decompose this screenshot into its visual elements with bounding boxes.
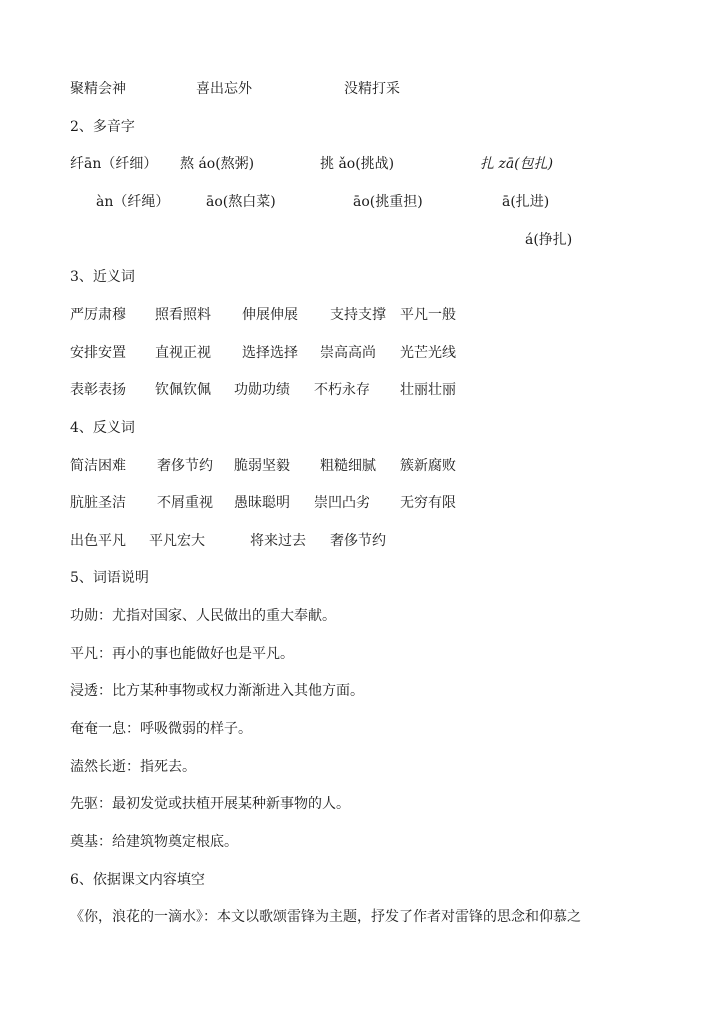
- polyphone-7: āo(挑重担): [353, 194, 423, 210]
- polyphone-2: 熬 áo(熬粥): [180, 156, 255, 172]
- synonym-3-3: 功勋功绩: [234, 382, 290, 398]
- antonym-1-1: 简洁困难: [70, 458, 126, 474]
- synonym-1-4: 支持支撑: [330, 307, 386, 323]
- synonym-2-1: 安排安置: [70, 345, 126, 361]
- section-6-heading: 6、依据课文内容填空: [70, 872, 205, 888]
- antonym-3-2: 平凡宏大: [149, 533, 205, 549]
- antonym-1-3: 脆弱坚毅: [234, 458, 290, 474]
- synonym-3-1: 表彰表扬: [70, 382, 126, 398]
- polyphone-1: 纤ān（纤细）: [70, 156, 158, 172]
- synonym-2-4: 崇高高尚: [320, 345, 376, 361]
- synonym-1-5: 平凡一般: [400, 307, 456, 323]
- polyphone-3: 挑 ǎo(挑战): [320, 156, 395, 172]
- synonym-1-2: 照看照料: [155, 307, 211, 323]
- definition-item: 奠基：给建筑物奠定根底。: [70, 834, 238, 850]
- fill-in-text: 《你，浪花的一滴水》：本文以歌颂雷锋为主题，抒发了作者对雷锋的思念和仰慕之: [70, 909, 581, 925]
- antonym-2-1: 肮脏圣洁: [70, 495, 126, 511]
- synonym-3-2: 钦佩钦佩: [155, 382, 211, 398]
- antonym-2-2: 不屑重视: [157, 495, 213, 511]
- synonym-1-3: 伸展伸展: [242, 307, 298, 323]
- antonym-2-3: 愚昧聪明: [234, 495, 290, 511]
- section-3-heading: 3、近义词: [70, 269, 135, 285]
- synonym-3-4: 不朽永存: [314, 382, 370, 398]
- antonym-3-1: 出色平凡: [70, 533, 126, 549]
- section-2-heading: 2、多音字: [70, 119, 135, 135]
- polyphone-9: á(挣扎): [525, 232, 573, 248]
- polyphone-6: āo(熬白菜): [206, 194, 276, 210]
- synonym-2-3: 选择选择: [242, 345, 298, 361]
- synonym-3-5: 壮丽壮丽: [400, 382, 456, 398]
- polyphone-8: ā(扎进): [502, 194, 550, 210]
- antonym-3-3: 将来过去: [250, 533, 306, 549]
- definition-item: 先驱：最初发觉或扶植开展某种新事物的人。: [70, 796, 350, 812]
- idiom-2: 喜出忘外: [196, 81, 252, 97]
- section-4-heading: 4、反义词: [70, 420, 135, 436]
- section-5-heading: 5、词语说明: [70, 570, 149, 586]
- definition-item: 平凡：再小的事也能做好也是平凡。: [70, 646, 294, 662]
- polyphone-5: àn（纤绳）: [96, 194, 170, 210]
- polyphone-4: 扎 zā(包扎): [480, 156, 554, 172]
- definition-item: 溘然长逝：指死去。: [70, 759, 196, 775]
- synonym-2-2: 直视正视: [155, 345, 211, 361]
- idiom-1: 聚精会神: [70, 81, 126, 97]
- definition-item: 浸透：比方某种事物或权力渐渐进入其他方面。: [70, 683, 364, 699]
- antonym-1-4: 粗糙细腻: [320, 458, 376, 474]
- antonym-3-4: 奢侈节约: [330, 533, 386, 549]
- antonym-1-2: 奢侈节约: [157, 458, 213, 474]
- idiom-3: 没精打采: [344, 81, 400, 97]
- antonym-1-5: 簇新腐败: [400, 458, 456, 474]
- synonym-2-5: 光芒光线: [400, 345, 456, 361]
- synonym-1-1: 严厉肃穆: [70, 307, 126, 323]
- antonym-2-5: 无穷有限: [400, 495, 456, 511]
- definition-item: 功勋：尤指对国家、人民做出的重大奉献。: [70, 608, 336, 624]
- definition-item: 奄奄一息：呼吸微弱的样子。: [70, 721, 252, 737]
- antonym-2-4: 崇凹凸劣: [314, 495, 370, 511]
